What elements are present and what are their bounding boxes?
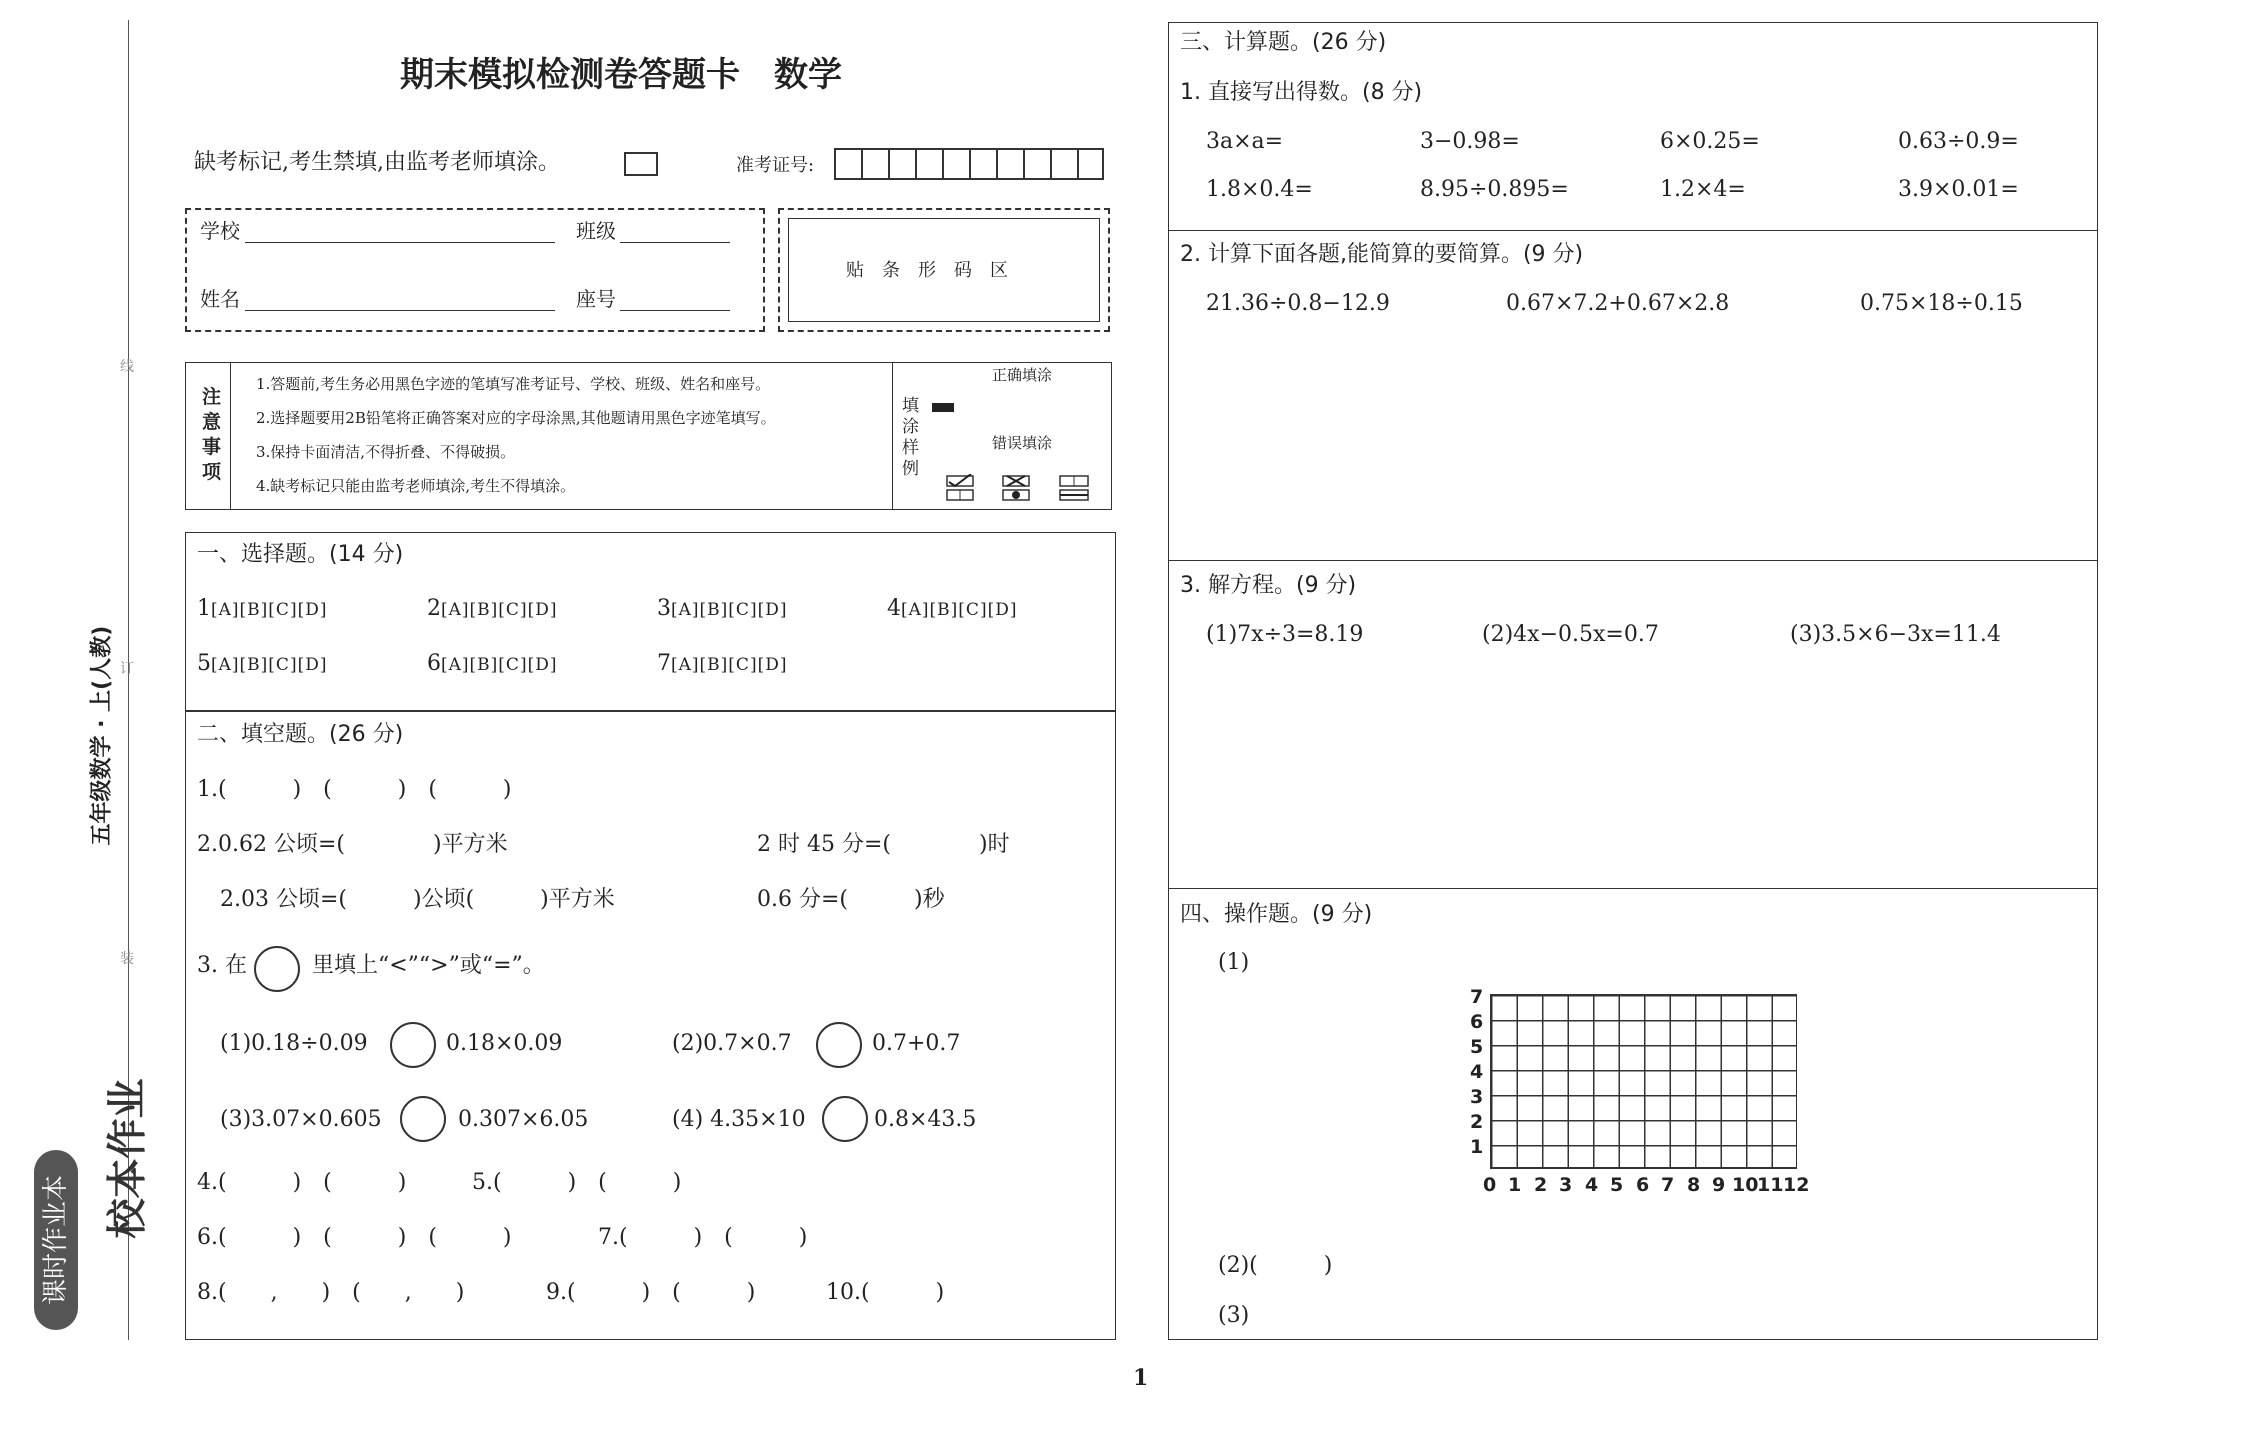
coordinate-grid[interactable]	[1490, 994, 1797, 1169]
correct-fill-label: 正确填涂	[992, 366, 1053, 384]
notice-item-3: 3.保持卡面清洁,不得折叠、不得破损。	[256, 443, 516, 461]
notice-item-2: 2.选择题要用2B铅笔将正确答案对应的字母涂黑,其他题请用黑色字迹笔填写。	[256, 409, 776, 427]
fill-q2d[interactable]: 0.6 分=( )秒	[757, 887, 945, 912]
fill-q7[interactable]: 7.( ) ( )	[598, 1225, 808, 1250]
choice-row-1	[197, 596, 1097, 624]
fill-q6[interactable]: 6.( ) ( ) ( )	[197, 1225, 512, 1250]
name-label: 姓名	[200, 287, 240, 311]
compare-1-left: (1)0.18÷0.09	[220, 1031, 368, 1056]
grid-y-labels: 7 6 5 4 3 2 1	[1470, 986, 1484, 1158]
notice-item-4: 4.缺考标记只能由监考老师填涂,考生不得填涂。	[256, 477, 576, 495]
calc-r2-1: 1.8×0.4=	[1206, 177, 1313, 202]
sample-label: 填 涂 样 例	[902, 396, 919, 479]
seat-field[interactable]	[620, 310, 730, 311]
binding-mark-bind: 装	[120, 951, 134, 967]
school-field[interactable]	[245, 242, 555, 243]
fill-q9[interactable]: 9.( ) ( )	[546, 1280, 756, 1305]
seat-label: 座号	[576, 287, 616, 311]
divider-operate	[1168, 888, 2098, 889]
calc-r3-3: 0.75×18÷0.15	[1860, 291, 2023, 316]
divider-calc-1	[1168, 230, 2098, 231]
operate-q3: (3)	[1218, 1303, 1250, 1328]
choice-5[interactable]: 5[A][B][C][D]	[197, 651, 328, 676]
compare-2-right: 0.7+0.7	[872, 1031, 961, 1056]
fill-q3-prefix: 3. 在	[197, 953, 247, 978]
calc-part-1: 1. 直接写出得数。(8 分)	[1180, 80, 1423, 105]
calc-r2-3: 1.2×4=	[1660, 177, 1746, 202]
calc-r1-3: 6×0.25=	[1660, 129, 1760, 154]
page-title: 期末模拟检测卷答题卡 数学	[400, 55, 842, 95]
section-calc-title: 三、计算题。(26 分)	[1180, 30, 1387, 55]
equation-2: (2)4x−0.5x=0.7	[1482, 622, 1659, 647]
correct-fill-sample	[932, 403, 954, 412]
fill-q8[interactable]: 8.( , ) ( , )	[197, 1280, 465, 1305]
sample-divider	[892, 362, 893, 510]
school-label: 学校	[200, 219, 240, 243]
absent-label: 缺考标记,考生禁填,由监考老师填涂。	[194, 150, 560, 175]
spine-logo: 校本作业	[104, 1078, 151, 1239]
page-number: 1	[1133, 1365, 1149, 1391]
choice-6[interactable]: 6[A][B][C][D]	[427, 651, 558, 676]
compare-4-right: 0.8×43.5	[874, 1107, 977, 1132]
calc-part-2: 2. 计算下面各题,能简算的要简算。(9 分)	[1180, 242, 1584, 267]
info-box	[185, 208, 765, 332]
fill-q5[interactable]: 5.( ) ( )	[472, 1170, 682, 1195]
equation-answer-space[interactable]	[1180, 660, 2080, 880]
compare-1-right: 0.18×0.09	[446, 1031, 563, 1056]
wrong-fill-icons	[945, 474, 1095, 504]
fill-q4[interactable]: 4.( ) ( )	[197, 1170, 407, 1195]
compare-4-left: (4) 4.35×10	[672, 1107, 806, 1132]
notice-heading: 注 意 事 项	[202, 386, 222, 483]
spine-subject: 五年级数学 · 上(人教)	[89, 625, 115, 846]
calc-r1-2: 3−0.98=	[1420, 129, 1520, 154]
calc-r1-4: 0.63÷0.9=	[1898, 129, 2019, 154]
calc-part-3: 3. 解方程。(9 分)	[1180, 573, 1357, 598]
section-choice-title: 一、选择题。(14 分)	[197, 542, 404, 567]
exam-id-boxes[interactable]	[834, 148, 1104, 180]
barcode-label: 贴 条 形 码 区	[846, 260, 1008, 281]
binding-mark-line: 线	[120, 359, 134, 375]
wrong-fill-label: 错误填涂	[992, 434, 1053, 452]
absent-box[interactable]	[624, 152, 658, 176]
exam-id-label: 准考证号:	[736, 155, 815, 176]
choice-row-2	[197, 651, 1097, 679]
calc-r2-4: 3.9×0.01=	[1898, 177, 2019, 202]
calc-r1-1: 3a×a=	[1206, 129, 1284, 154]
compare-circle-1[interactable]	[390, 1022, 436, 1068]
grid-x-labels: 0 1 2 3 4 5 6 7 8 9 10 11 12	[1483, 1174, 1810, 1196]
equation-1: (1)7x÷3=8.19	[1206, 622, 1364, 647]
compare-2-left: (2)0.7×0.7	[672, 1031, 792, 1056]
choice-1[interactable]: 1[A][B][C][D]	[197, 596, 328, 621]
compare-circle-3[interactable]	[400, 1096, 446, 1142]
compare-circle-sample	[254, 946, 300, 992]
name-field[interactable]	[245, 310, 555, 311]
section-operate-title: 四、操作题。(9 分)	[1180, 902, 1373, 927]
choice-7[interactable]: 7[A][B][C][D]	[657, 651, 788, 676]
fill-q3-instr: 里填上“<”“>”或“=”。	[312, 953, 545, 978]
fill-q2a[interactable]: 2.0.62 公顷=( )平方米	[197, 832, 508, 857]
fill-q1[interactable]: 1.( ) ( ) ( )	[197, 777, 512, 802]
spine-brand-badge: 课时作业本	[34, 1150, 78, 1330]
compare-3-left: (3)3.07×0.605	[220, 1107, 382, 1132]
notice-divider	[230, 362, 231, 510]
compare-circle-2[interactable]	[816, 1022, 862, 1068]
wrong-fill-samples	[945, 474, 1095, 504]
section-fill-title: 二、填空题。(26 分)	[197, 722, 404, 747]
choice-3[interactable]: 3[A][B][C][D]	[657, 596, 788, 621]
class-label: 班级	[576, 219, 616, 243]
fill-q10[interactable]: 10.( )	[826, 1280, 945, 1305]
fill-q2b[interactable]: 2 时 45 分=( )时	[757, 832, 1010, 857]
spine	[0, 0, 150, 1440]
equation-3: (3)3.5×6−3x=11.4	[1790, 622, 2001, 647]
compare-circle-4[interactable]	[822, 1096, 868, 1142]
choice-4[interactable]: 4[A][B][C][D]	[887, 596, 1018, 621]
calc-r3-1: 21.36÷0.8−12.9	[1206, 291, 1390, 316]
compare-3-right: 0.307×6.05	[458, 1107, 589, 1132]
operate-q2[interactable]: (2)( )	[1218, 1253, 1333, 1278]
notice-item-1: 1.答题前,考生务必用黑色字迹的笔填写准考证号、学校、班级、姓名和座号。	[256, 375, 771, 393]
fill-q2c[interactable]: 2.03 公顷=( )公顷( )平方米	[220, 887, 615, 912]
binding-mark-staple: 订	[120, 661, 134, 677]
class-field[interactable]	[620, 242, 730, 243]
calc-r2-2: 8.95÷0.895=	[1420, 177, 1569, 202]
divider-calc-2	[1168, 560, 2098, 561]
operate-q1: (1)	[1218, 950, 1250, 975]
calc-answer-space-2[interactable]	[1180, 330, 2080, 550]
choice-2[interactable]: 2[A][B][C][D]	[427, 596, 558, 621]
calc-r3-2: 0.67×7.2+0.67×2.8	[1506, 291, 1730, 316]
